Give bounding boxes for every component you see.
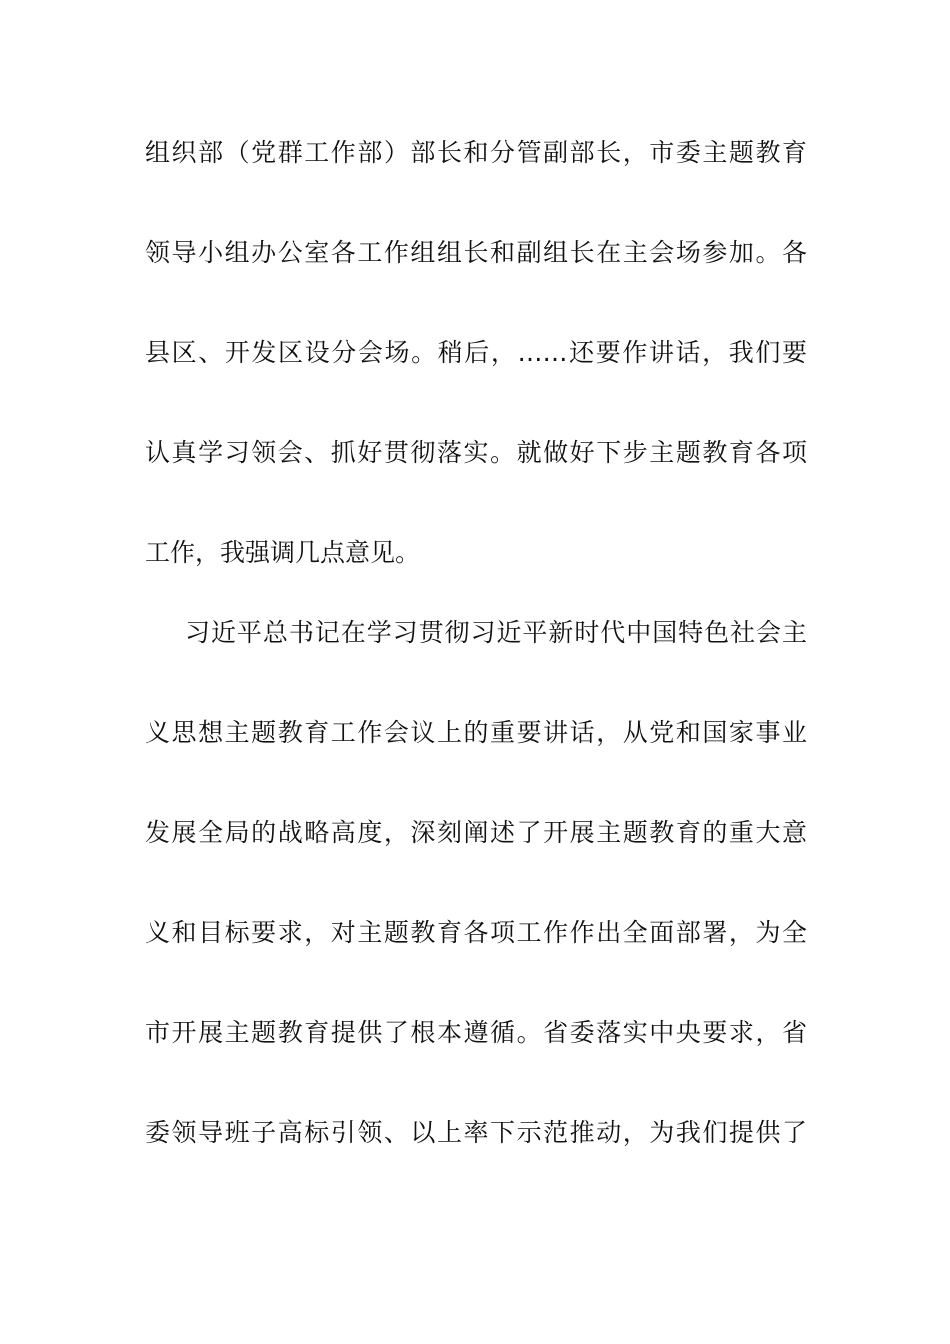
paragraph-line: 义思想主题教育工作会议上的重要讲话，从党和国家事业 bbox=[145, 718, 807, 747]
paragraph-line: 领导小组办公室各工作组组长和副组长在主会场参加。各 bbox=[145, 238, 807, 267]
paragraph-line: 委领导班子高标引领、以上率下示范推动，为我们提供了 bbox=[145, 1118, 807, 1147]
paragraph-line: 县区、开发区设分会场。稍后，……还要作讲话，我们要 bbox=[145, 338, 807, 367]
paragraph-line: 习近平总书记在学习贯彻习近平新时代中国特色社会主 bbox=[185, 618, 807, 647]
paragraph-line: 认真学习领会、抓好贯彻落实。就做好下步主题教育各项 bbox=[145, 438, 807, 467]
paragraph-line: 组织部（党群工作部）部长和分管副部长，市委主题教育 bbox=[145, 138, 807, 167]
paragraph-line: 义和目标要求，对主题教育各项工作作出全面部署，为全 bbox=[145, 918, 807, 947]
paragraph-2 bbox=[145, 608, 807, 1208]
paragraph-line: 市开展主题教育提供了根本遵循。省委落实中央要求，省 bbox=[145, 1018, 807, 1047]
paragraph-line: 发展全局的战略高度，深刻阐述了开展主题教育的重大意 bbox=[145, 818, 807, 847]
paragraph-1 bbox=[145, 128, 807, 628]
paragraph-line: 工作，我强调几点意见。 bbox=[145, 538, 421, 567]
